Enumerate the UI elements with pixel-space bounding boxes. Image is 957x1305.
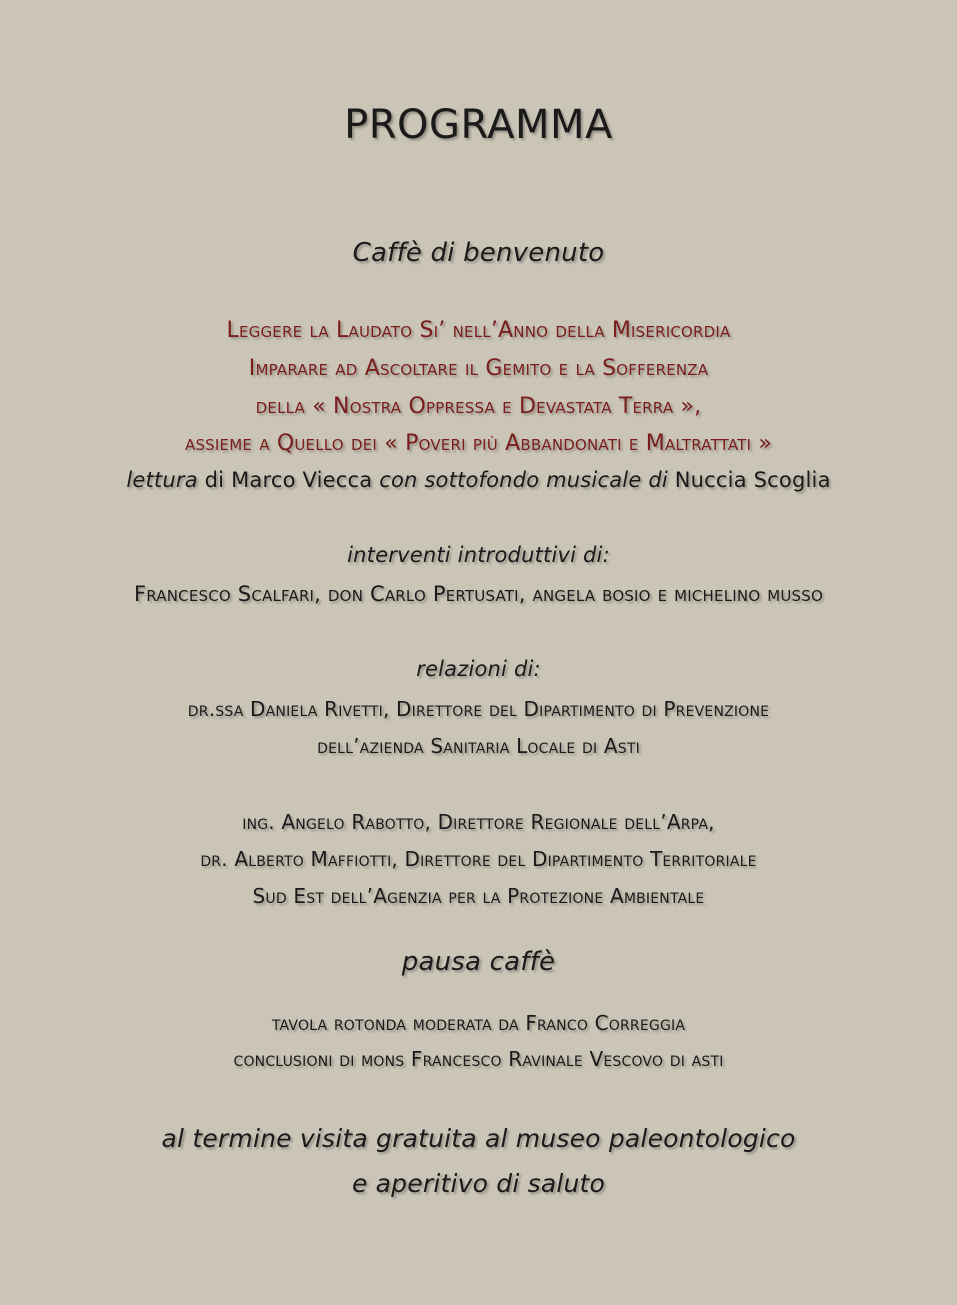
relazioni-line-3: ing. Angelo Rabotto, Direttore Regionale dell’Arpa, xyxy=(242,810,715,834)
reading-line-2: Imparare ad Ascoltare il Gemito e la Sofferenza xyxy=(248,356,709,381)
pausa-caffe: pausa caffè xyxy=(401,947,556,977)
relazioni-line-2: dell’azienda Sanitaria Locale di Asti xyxy=(317,734,640,758)
closing-line-1: tavola rotonda moderata da Franco Correggia xyxy=(271,1011,686,1035)
reading-line-4: assieme a Quello dei « Poveri più Abbandonati e Maltrattati » xyxy=(184,431,773,456)
relazioni-heading: relazioni di: xyxy=(416,657,541,681)
reading-line-1: Leggere la Laudato Si’ nell’Anno della Misericordia xyxy=(226,318,731,343)
welcome-coffee: Caffè di benvenuto xyxy=(352,238,605,268)
reading-line-3: della « Nostra Oppressa e Devastata Terra », xyxy=(255,394,702,419)
credit-part-4: di xyxy=(641,468,675,492)
credit-part-3: con sottofondo musicale xyxy=(379,468,642,492)
credit-part-2: di Marco Viecca xyxy=(197,468,380,492)
interventi-heading: interventi introduttivi di: xyxy=(347,543,610,567)
relazioni-line-1: dr.ssa Daniela Rivetti, Direttore del Dipartimento di Prevenzione xyxy=(187,697,770,721)
interventi-names: Francesco Scalfari, don Carlo Pertusati, angela bosio e michelino musso xyxy=(134,582,823,606)
relazioni-line-5: Sud Est dell’Agenzia per la Protezione Ambientale xyxy=(252,884,705,908)
credit-part-5: Nuccia Scoglia xyxy=(674,468,831,492)
credit-part-1: lettura xyxy=(126,468,198,492)
final-line-1: al termine visita gratuita al museo paleontologico xyxy=(161,1124,796,1153)
reading-credit xyxy=(0,468,957,492)
page-title: PROGRAMMA xyxy=(344,102,613,148)
relazioni-line-4: dr. Alberto Maffiotti, Direttore del Dipartimento Territoriale xyxy=(200,847,757,871)
final-line-2: e aperitivo di saluto xyxy=(351,1169,606,1198)
closing-line-2: conclusioni di mons Francesco Ravinale Vescovo di asti xyxy=(233,1047,724,1071)
